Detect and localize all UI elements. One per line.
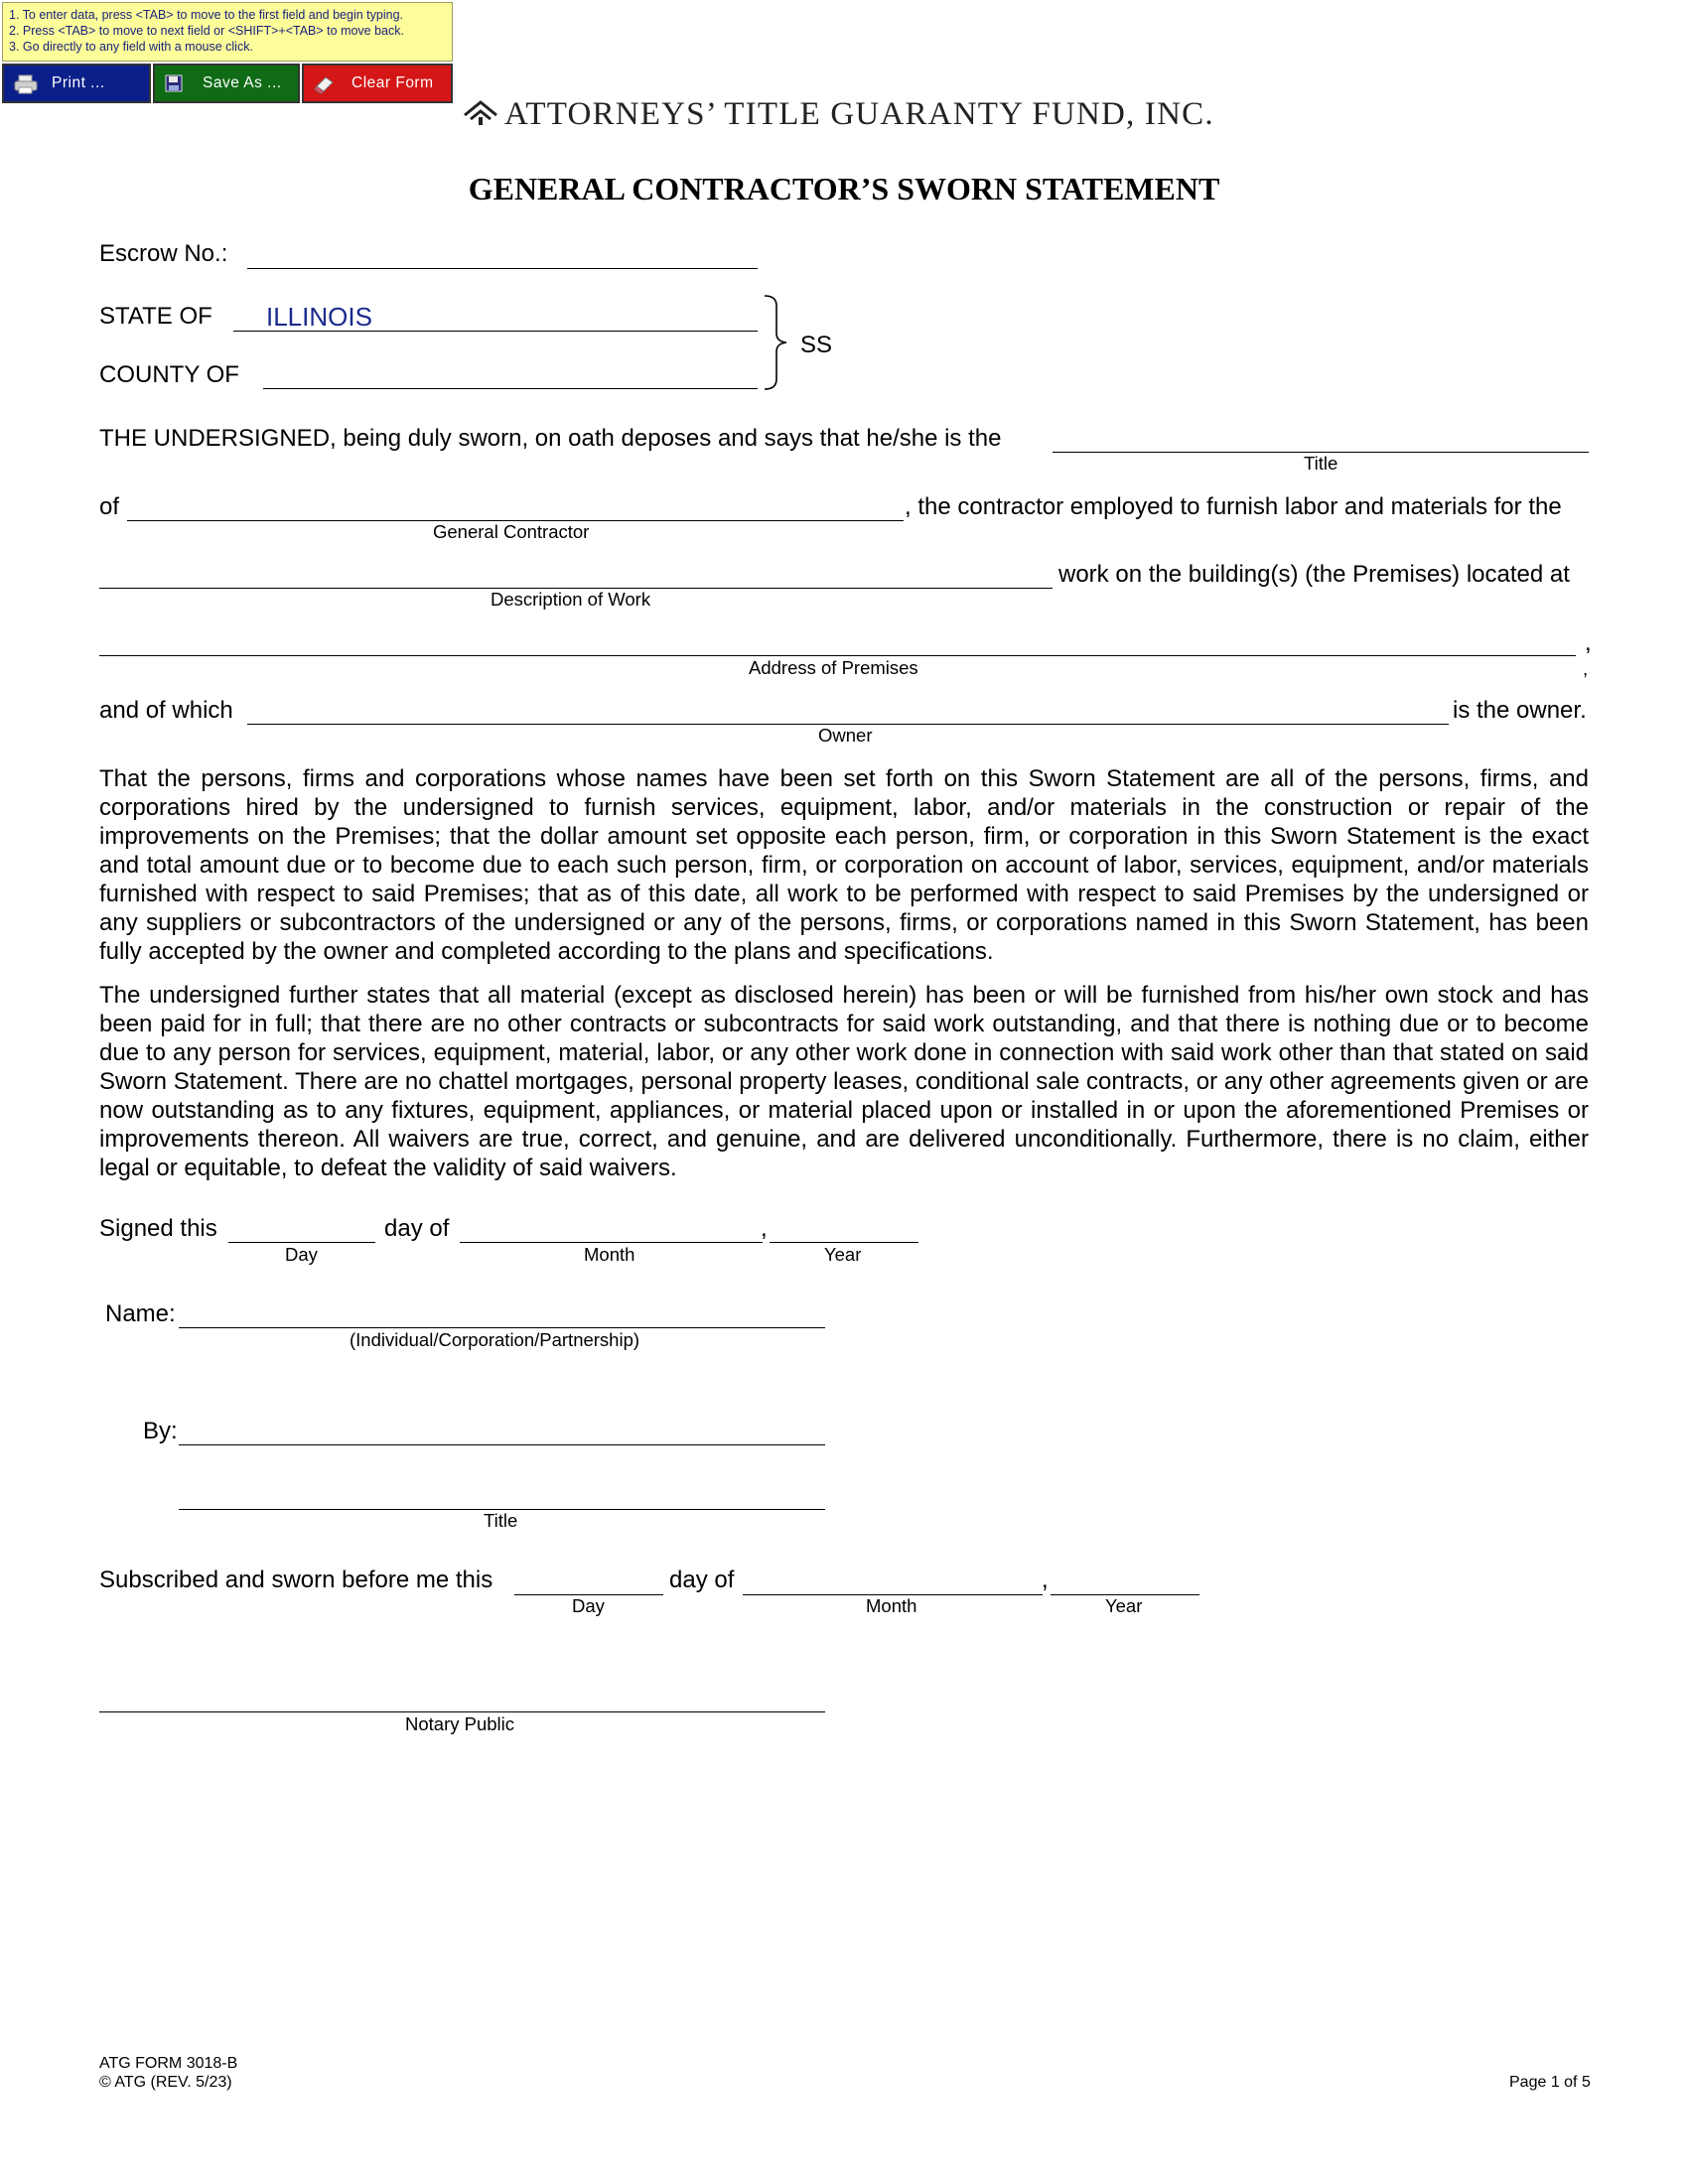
and-of-which-label: and of which (99, 697, 233, 724)
escrow-label: Escrow No.: (99, 240, 228, 267)
eraser-icon (314, 74, 338, 92)
county-field[interactable] (263, 388, 758, 389)
owner-caption: Owner (818, 725, 873, 746)
save-as-button[interactable] (153, 64, 300, 103)
page-number: Page 1 of 5 (1509, 2074, 1591, 2091)
title-caption: Title (1304, 453, 1338, 474)
notary-signature-field[interactable] (99, 1711, 825, 1712)
copyright: © ATG (REV. 5/23) (99, 2074, 232, 2091)
save-as-label: Save As ... (203, 74, 282, 91)
by-label: By: (143, 1418, 178, 1444)
month-caption-2: Month (866, 1595, 917, 1616)
signer-title-caption: Title (484, 1510, 518, 1531)
description-caption: Description of Work (491, 589, 651, 610)
print-button[interactable] (2, 64, 151, 103)
instruction-line: 3. Go directly to any field with a mouse click. (9, 40, 253, 54)
subscribed-label: Subscribed and sworn before me this (99, 1567, 493, 1593)
document-title: GENERAL CONTRACTOR’S SWORN STATEMENT (468, 171, 1220, 206)
name-caption: (Individual/Corporation/Partnership) (350, 1329, 640, 1350)
instruction-line: 1. To enter data, press <TAB> to move to the first field and begin typing. (9, 8, 403, 22)
contractor-text: , the contractor employed to furnish labor and materials for the (905, 493, 1562, 520)
address-caption: Address of Premises (749, 657, 918, 678)
year-caption: Year (824, 1244, 862, 1265)
signed-this-label: Signed this (99, 1215, 217, 1242)
company-logo-icon (463, 99, 498, 127)
clear-form-button[interactable] (302, 64, 453, 103)
statement-paragraph-2: The undersigned further states that all material (except as disclosed herein) has been or will be furnished from his/her own stock and has been paid for in full; that there are no other contracts or subcontracts for said work outstanding, and that there is nothing due or to become due to any person for services, equipment, material, labor, or any other work done in connection with said work other than that stated on said Sworn Statement. There are no chattel mortgages, personal property leases, conditional sale contracts, or any other agreements given or are now outstanding as to any fixtures, equipment, appliances, or material placed upon or installed in or upon the aforementioned Premises or improvements thereon. All waivers are true, correct, and genuine, and are delivered unconditionally. Furthermore, there is no claim, either legal or equitable, to defeat the validity of said waivers. (99, 982, 1589, 1181)
ss-label: SS (800, 332, 833, 358)
clear-form-label: Clear Form (352, 74, 434, 91)
instruction-line: 2. Press <TAB> to move to next field or <SHIFT>+<TAB> to move back. (9, 24, 404, 38)
day-caption-2: Day (572, 1595, 605, 1616)
printer-icon (14, 74, 38, 92)
instructions-box (2, 2, 453, 62)
notary-public-caption: Notary Public (405, 1713, 515, 1734)
state-value[interactable]: ILLINOIS (266, 302, 372, 332)
escrow-field[interactable] (247, 268, 758, 269)
work-text: work on the building(s) (the Premises) located at (1058, 561, 1570, 588)
signed-comma: , (761, 1215, 768, 1242)
signed-year-field[interactable] (770, 1242, 918, 1243)
month-caption: Month (584, 1244, 635, 1265)
year-caption-2: Year (1105, 1595, 1143, 1616)
general-contractor-caption: General Contractor (433, 521, 590, 542)
day-of-label-2: day of (669, 1567, 735, 1593)
signed-day-field[interactable] (228, 1242, 375, 1243)
brace-icon (763, 294, 792, 391)
county-label: COUNTY OF (99, 361, 239, 388)
day-of-label: day of (384, 1215, 450, 1242)
by-field[interactable] (179, 1444, 825, 1445)
address-comma: , (1585, 629, 1592, 656)
state-label: STATE OF (99, 303, 212, 330)
undersigned-text: THE UNDERSIGNED, being duly sworn, on oath deposes and says that he/she is the (99, 425, 1002, 452)
floppy-disk-icon (165, 74, 189, 92)
company-name: ATTORNEYS’ TITLE GUARANTY FUND, INC. (504, 96, 1214, 132)
address-field[interactable] (99, 655, 1576, 656)
of-label: of (99, 493, 120, 520)
day-caption: Day (285, 1244, 318, 1265)
name-label: Name: (105, 1300, 176, 1327)
notary-comma: , (1042, 1567, 1049, 1593)
form-number: ATG FORM 3018-B (99, 2055, 238, 2072)
is-owner-text: is the owner. (1453, 697, 1587, 724)
print-label: Print ... (52, 74, 105, 91)
address-comma-2: , (1583, 658, 1589, 679)
name-field[interactable] (179, 1327, 825, 1328)
statement-paragraph-1: That the persons, firms and corporations whose names have been set forth on this Sworn Statement are all of the persons, firms, and corporations hired by the undersigned to furnish services, equipment, labor, and/or materials in the construction or repair of the improvements on the Premises; that the dollar amount set opposite each person, firm, or corporation in this Sworn Statement is the exact and total amount due or to become due to each such person, firm, or corporation on account of labor, services, equipment, and/or materials furnished with respect to said Premises; that as of this date, all work to be performed with respect to said Premises by the undersigned or any suppliers or subcontractors of the undersigned or any of the persons, firms, or corporations named in this Sworn Statement, has been fully accepted by the owner and completed according to the plans and specifications. (99, 765, 1589, 965)
signed-month-field[interactable] (460, 1242, 763, 1243)
